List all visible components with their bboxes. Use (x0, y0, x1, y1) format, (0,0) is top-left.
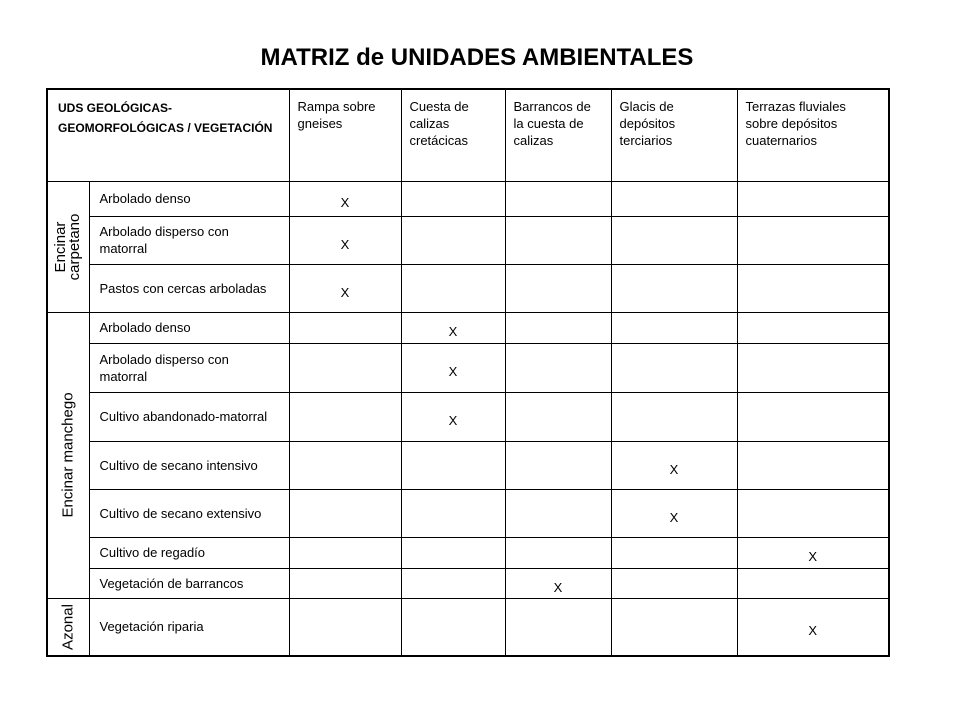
matrix-cell (737, 598, 889, 656)
matrix-cell (401, 392, 505, 441)
matrix-cell (289, 264, 401, 312)
row-label: Cultivo de secano intensivo (89, 441, 289, 489)
matrix-cell (505, 264, 611, 312)
matrix-cell (611, 598, 737, 656)
row-label: Arbolado denso (89, 312, 289, 343)
column-header: Rampa sobre gneises (289, 89, 401, 181)
matrix-row (47, 216, 889, 264)
matrix-cell (611, 568, 737, 598)
matrix-cell (401, 312, 505, 343)
matrix-row (47, 392, 889, 441)
matrix-row (47, 264, 889, 312)
row-label: Vegetación riparia (89, 598, 289, 656)
row-label: Arbolado denso (89, 181, 289, 216)
matrix-cell (737, 489, 889, 537)
matrix-cell (737, 264, 889, 312)
cell-mark: X (448, 413, 458, 428)
group-cell (47, 181, 89, 312)
matrix-cell (611, 216, 737, 264)
column-header: Terrazas fluviales sobre depósitos cuaternarios (737, 89, 889, 181)
matrix-cell (737, 392, 889, 441)
matrix-cell (611, 489, 737, 537)
cell-mark: X (340, 284, 350, 300)
corner-header: UDS GEOLÓGICAS-GEOMORFOLÓGICAS / VEGETACIÓN (47, 89, 289, 181)
matrix-cell (505, 568, 611, 598)
matrix-cell (289, 489, 401, 537)
matrix-cell (505, 537, 611, 568)
matrix-cell (401, 598, 505, 656)
group-cell (47, 312, 89, 598)
matrix-row (47, 598, 889, 656)
matrix-cell (505, 392, 611, 441)
group-label: Encinar manchego (59, 392, 77, 518)
matrix-cell (401, 264, 505, 312)
matrix-cell (611, 312, 737, 343)
cell-mark: X (553, 579, 563, 595)
matrix-cell (737, 441, 889, 489)
group-cell (47, 598, 89, 656)
matrix-row (47, 568, 889, 598)
column-header: Glacis de depósitos terciarios (611, 89, 737, 181)
matrix-row (47, 441, 889, 489)
cell-mark: X (669, 461, 679, 477)
matrix-cell (505, 598, 611, 656)
row-label: Cultivo de secano extensivo (89, 489, 289, 537)
matrix-cell (505, 312, 611, 343)
matrix-cell (289, 181, 401, 216)
matrix-cell (611, 181, 737, 216)
matrix-row (47, 181, 889, 216)
matrix-cell (289, 598, 401, 656)
matrix-cell (611, 343, 737, 392)
cell-mark: X (808, 549, 818, 564)
matrix-cell (401, 489, 505, 537)
row-label: Arbolado disperso con matorral (89, 216, 289, 264)
row-label: Cultivo de regadío (89, 537, 289, 568)
cell-mark: X (808, 623, 818, 639)
matrix-cell (401, 441, 505, 489)
cell-mark: X (340, 195, 350, 210)
group-label: Azonal (59, 603, 77, 650)
cell-mark: X (448, 324, 458, 339)
matrix-cell (505, 181, 611, 216)
matrix-row (47, 343, 889, 392)
matrix-cell (611, 441, 737, 489)
column-header: Cuesta de calizas cretácicas (401, 89, 505, 181)
matrix-cell (289, 568, 401, 598)
cell-mark: X (448, 364, 458, 379)
matrix-cell (737, 568, 889, 598)
matrix-cell (401, 181, 505, 216)
matrix-cell (401, 216, 505, 264)
matrix-cell (401, 343, 505, 392)
matrix-cell (289, 312, 401, 343)
matrix-cell (505, 441, 611, 489)
environmental-units-matrix (46, 88, 890, 657)
matrix-cell (737, 537, 889, 568)
matrix-cell (289, 392, 401, 441)
row-label: Vegetación de barrancos (89, 568, 289, 598)
cell-mark: X (340, 236, 350, 252)
matrix-row (47, 489, 889, 537)
column-header: Barrancos de la cuesta de calizas (505, 89, 611, 181)
matrix-cell (611, 264, 737, 312)
header-row (47, 89, 889, 181)
matrix-cell (401, 568, 505, 598)
matrix-cell (611, 392, 737, 441)
matrix-cell (611, 537, 737, 568)
matrix-cell (505, 216, 611, 264)
matrix-cell (505, 343, 611, 392)
matrix-cell (401, 537, 505, 568)
row-label: Arbolado disperso con matorral (89, 343, 289, 392)
matrix-cell (505, 489, 611, 537)
matrix-row (47, 312, 889, 343)
page-title: MATRIZ de UNIDADES AMBIENTALES (260, 44, 694, 71)
row-label: Cultivo abandonado-matorral (89, 392, 289, 441)
row-label: Pastos con cercas arboladas (89, 264, 289, 312)
group-label: Encinar carpetano (52, 213, 84, 280)
matrix-cell (289, 441, 401, 489)
matrix-cell (737, 312, 889, 343)
matrix-cell (737, 343, 889, 392)
matrix-cell (289, 343, 401, 392)
matrix-cell (289, 537, 401, 568)
matrix-row (47, 537, 889, 568)
cell-mark: X (669, 509, 679, 525)
matrix-cell (289, 216, 401, 264)
matrix-cell (737, 181, 889, 216)
matrix-cell (737, 216, 889, 264)
